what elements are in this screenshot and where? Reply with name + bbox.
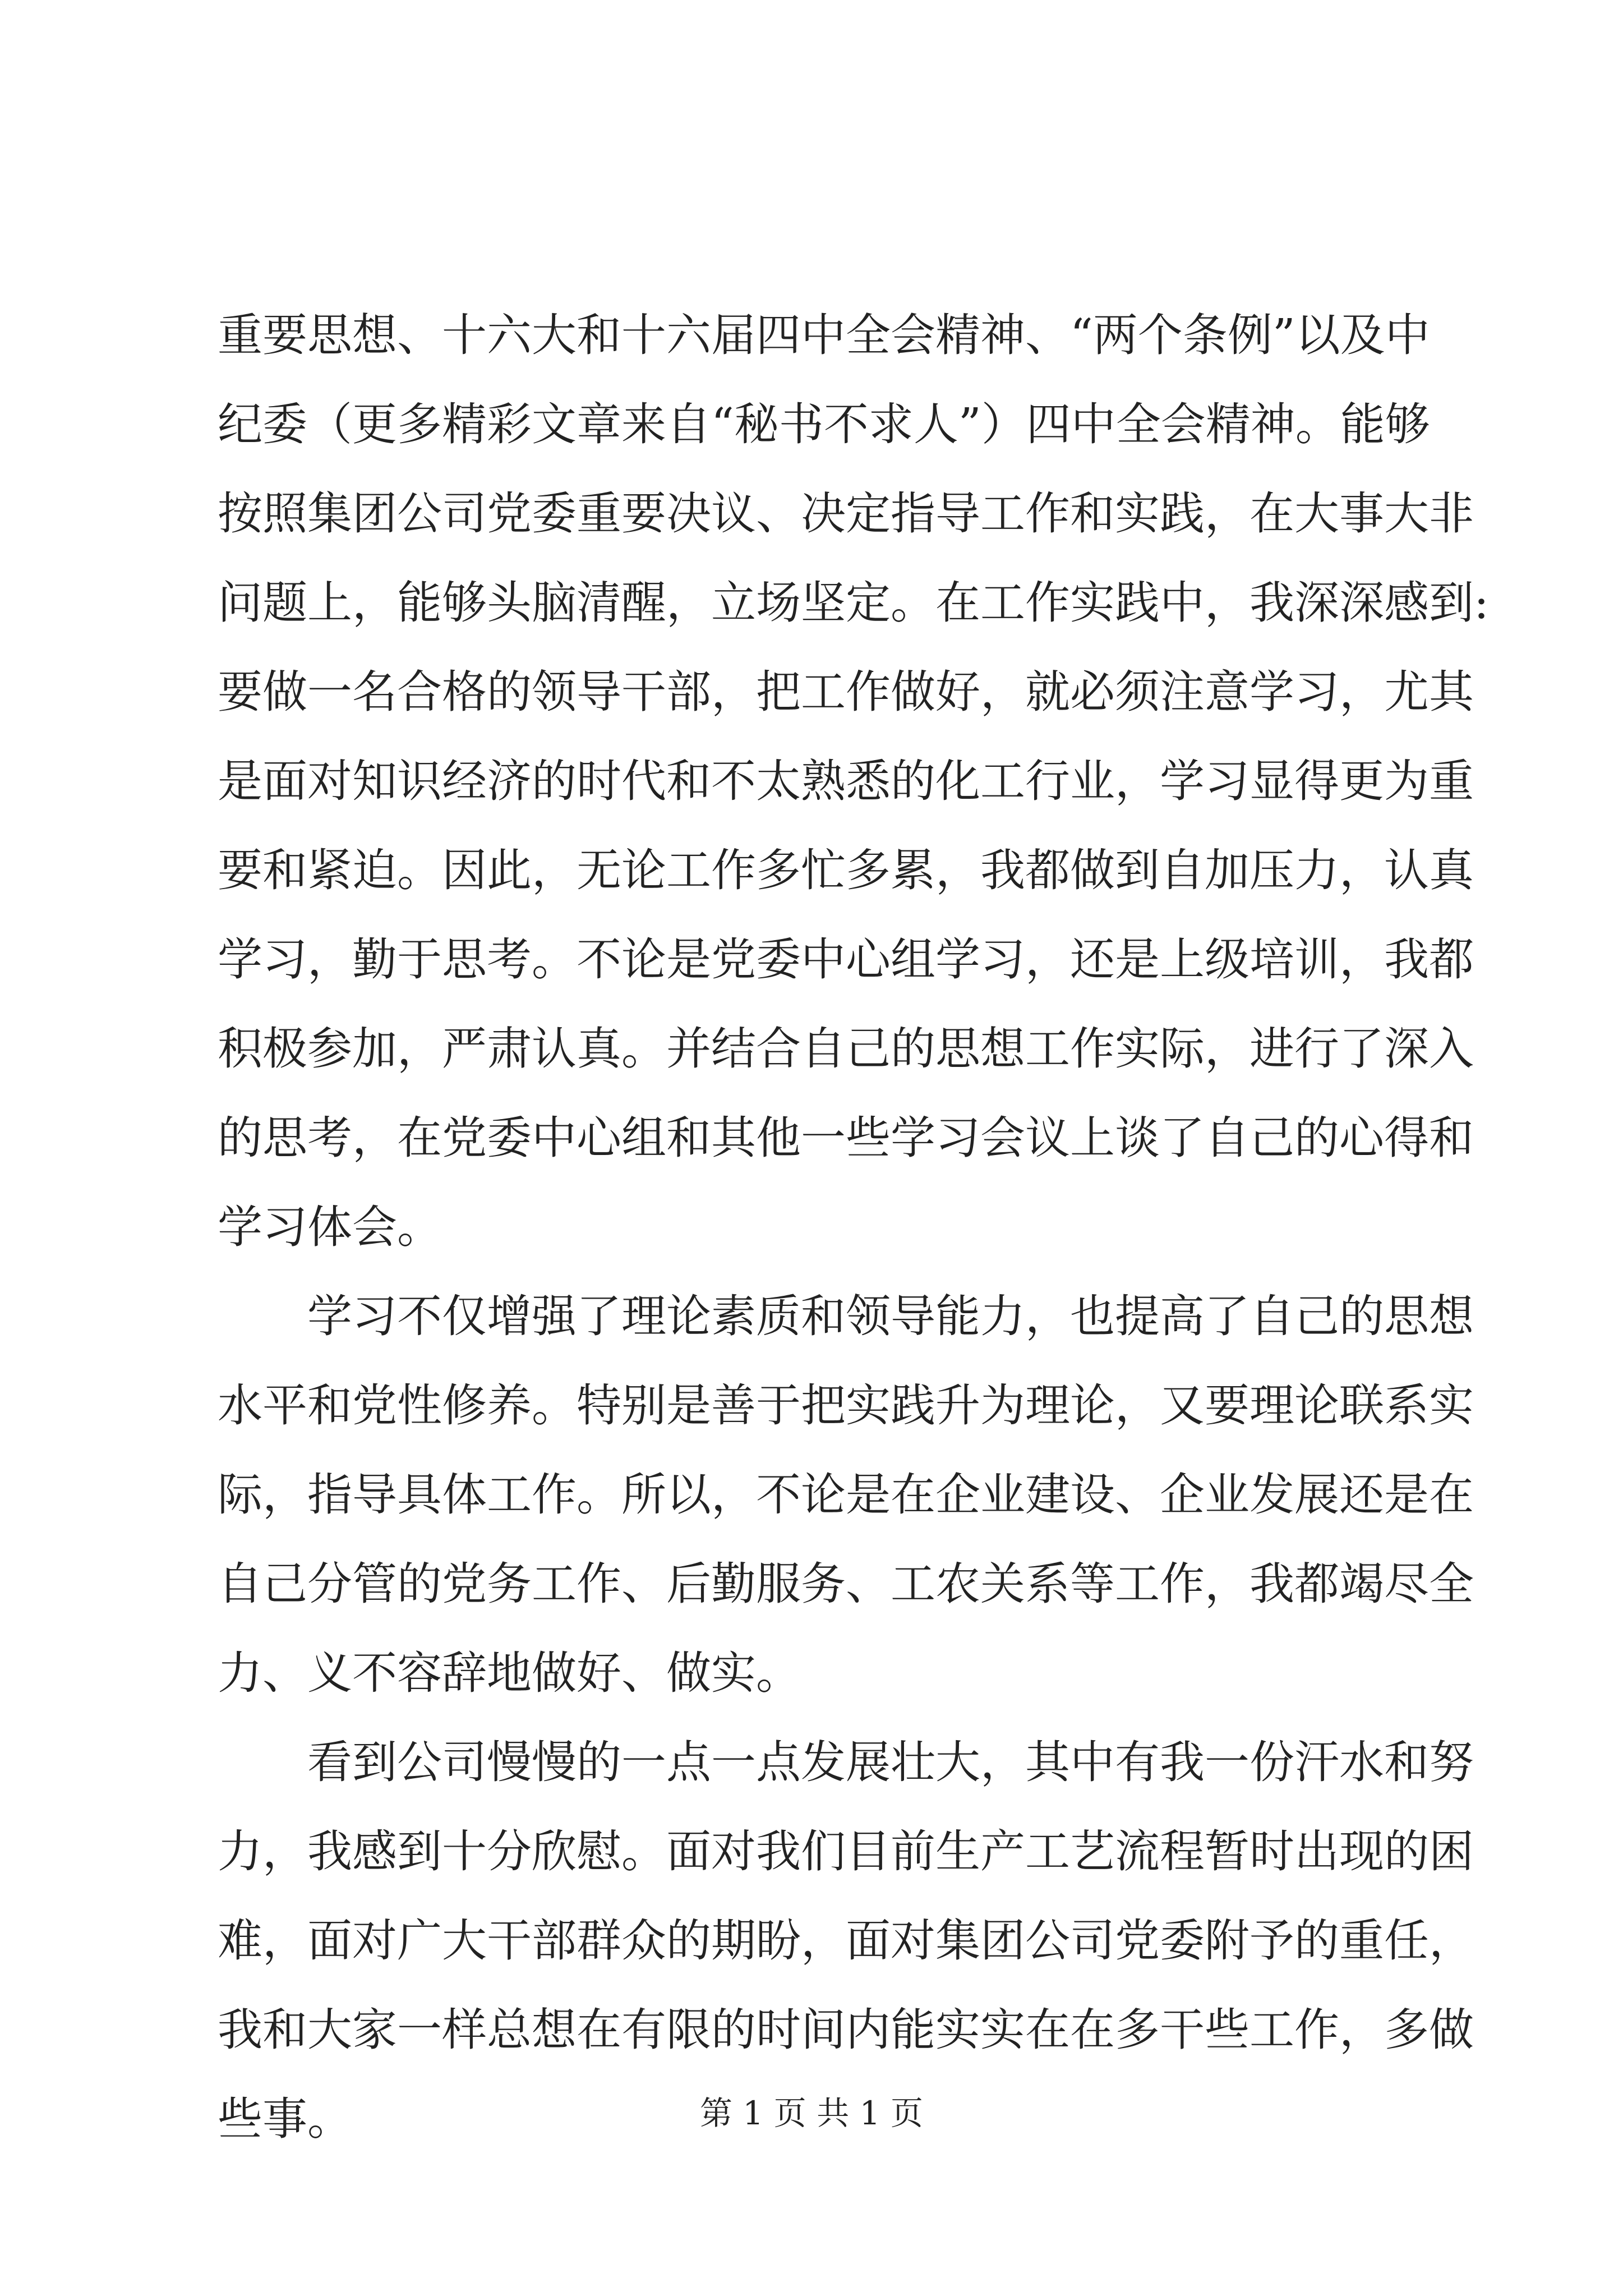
text-line: 我和大家一样总想在有限的时间内能实实在在多干些工作，多做	[218, 2004, 1474, 2056]
text-line: 是面对知识经济的时代和不太熟悉的化工行业，学习显得更为重	[218, 755, 1474, 807]
text-line: 水平和党性修养。特别是善于把实践升为理论，又要理论联系实	[218, 1379, 1474, 1432]
text-line: 的思考，在党委中心组和其他一些学习会议上谈了自己的心得和	[218, 1112, 1474, 1164]
text-line: 学习体会。	[218, 1201, 442, 1253]
text-line: 要做一名合格的领导干部，把工作做好，就必须注意学习，尤其	[218, 666, 1474, 718]
text-line: 些事。	[218, 2093, 352, 2145]
text-line: 学习不仅增强了理论素质和领导能力，也提高了自己的思想	[307, 1290, 1474, 1342]
text-line: 按照集团公司党委重要决议、决定指导工作和实践，在大事大非	[218, 487, 1474, 540]
text-line: 难，面对广大干部群众的期盼，面对集团公司党委附予的重任，	[218, 1915, 1474, 1967]
text-line: 积极参加，严肃认真。并结合自己的思想工作实际，进行了深入	[218, 1023, 1474, 1075]
paragraph-2	[218, 1272, 1474, 1718]
paragraph-1	[218, 291, 1489, 1272]
text-line: 重要思想、十六大和十六届四中全会精神、“两个条例”以及中	[218, 309, 1430, 361]
text-line: 力，我感到十分欣慰。面对我们目前生产工艺流程暂时出现的困	[218, 1825, 1474, 1878]
document-body	[218, 291, 1489, 2164]
text-line: 要和紧迫。因此，无论工作多忙多累，我都做到自加压力，认真	[218, 844, 1474, 896]
text-line: 看到公司慢慢的一点一点发展壮大，其中有我一份汗水和努	[307, 1736, 1474, 1788]
text-line: 力、义不容辞地做好、做实。	[218, 1647, 801, 1699]
page-number-footer: 第 1 页 共 1 页	[700, 2094, 923, 2132]
text-line: 自己分管的党务工作、后勤服务、工农关系等工作，我都竭尽全	[218, 1558, 1474, 1610]
text-line: 纪委（更多精彩文章来自“秘书不求人”）四中全会精神。能够	[218, 398, 1430, 450]
text-line: 际，指导具体工作。所以，不论是在企业建设、企业发展还是在	[218, 1469, 1474, 1521]
text-line: 学习，勤于思考。不论是党委中心组学习，还是上级培训，我都	[218, 933, 1474, 986]
text-line: 问题上，能够头脑清醒，立场坚定。在工作实践中，我深深感到:	[218, 577, 1489, 629]
